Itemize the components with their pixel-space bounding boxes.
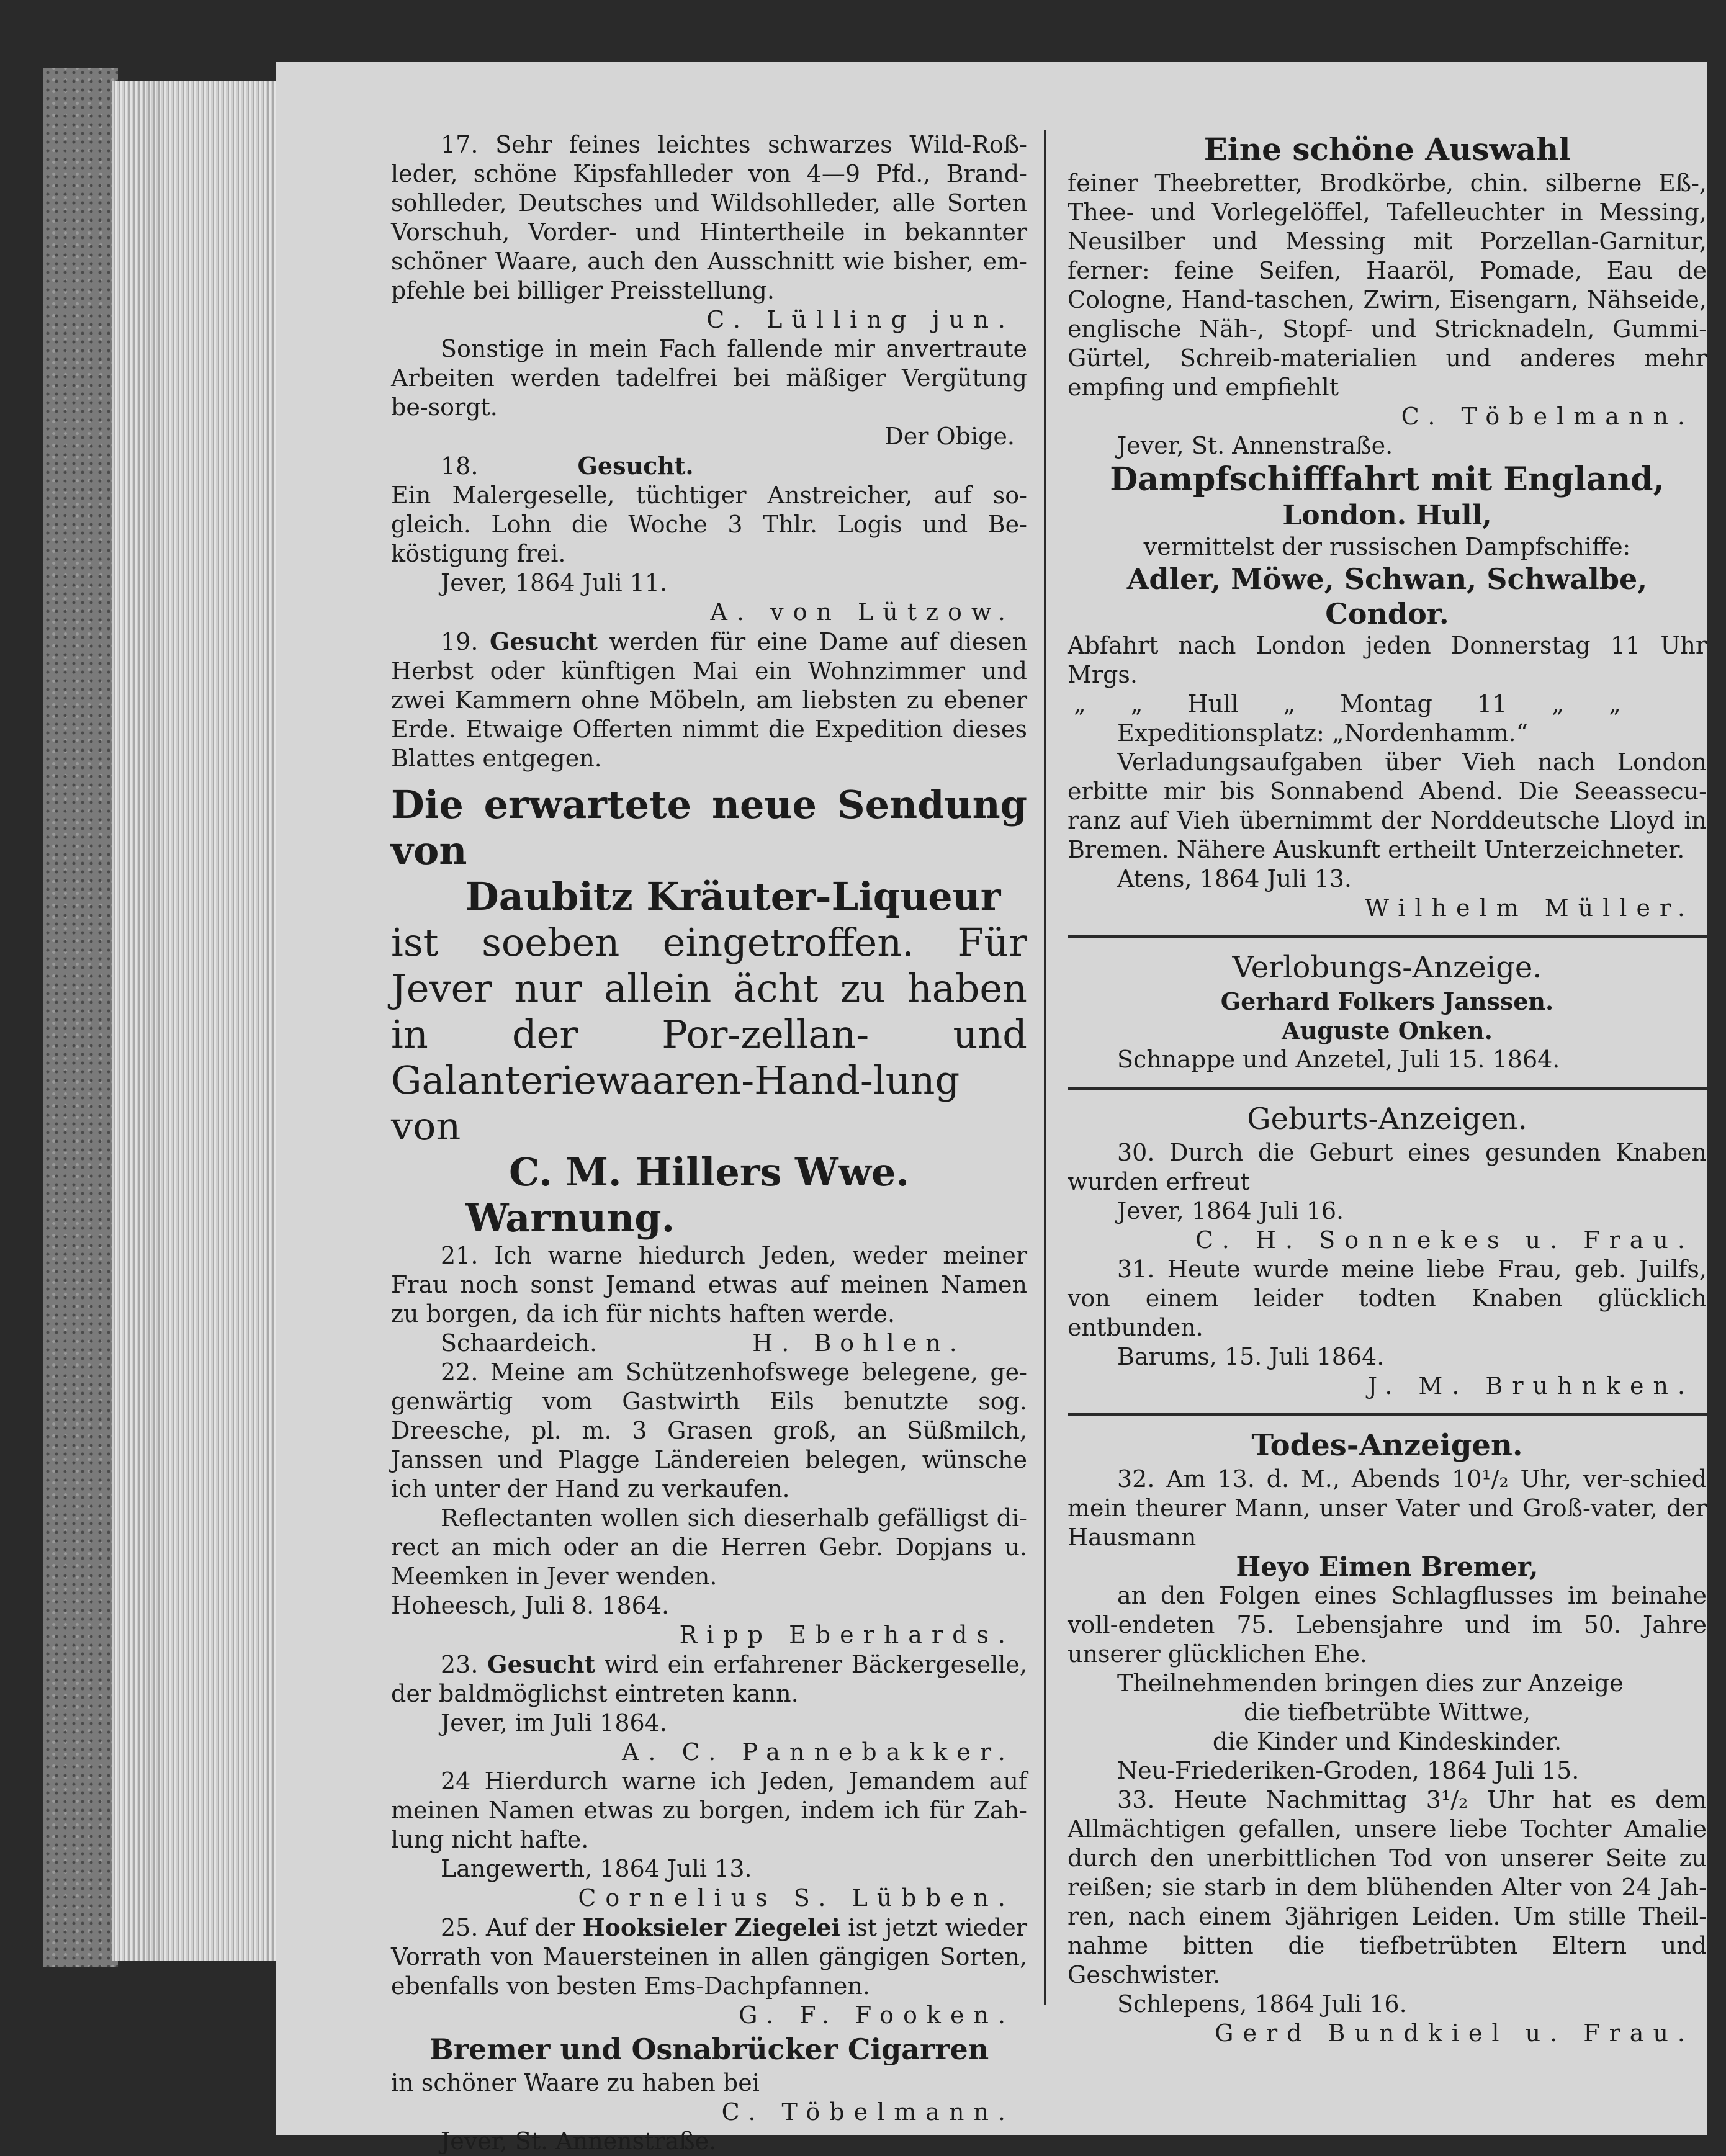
geburt-31-text: 31. Heute wurde meine liebe Frau, geb. Juilfs, von einem leider todten Knaben glücklich entbunden. — [1068, 1255, 1707, 1341]
cigarren-signature: C. Töbelmann. — [721, 2098, 1015, 2126]
dampf-ships2: Condor. — [1325, 597, 1449, 631]
ad-23-word: Gesucht — [487, 1650, 596, 1678]
dampf-place: Atens, 1864 Juli 13. — [1117, 865, 1352, 892]
dampf-subtitle: London. Hull, — [1282, 500, 1492, 531]
ad-23-body: wird ein erfahrener Bäckergeselle, der baldmöglichst eintreten kann. — [391, 1651, 1027, 1707]
todes-32-text: 32. Am 13. d. M., Abends 10¹/₂ Uhr, ver-schied mein theurer Mann, unser Vater und Groß-vater, der Hausmann — [1068, 1465, 1707, 1551]
ad-23-text — [391, 1650, 1027, 1709]
ad-23-number: 23. — [441, 1651, 479, 1678]
ad-23-place: Jever, im Juli 1864. — [441, 1709, 667, 1736]
todes-32-text-c: Theilnehmenden bringen dies zur Anzeige — [1117, 1669, 1624, 1697]
ad-19-word: Gesucht — [489, 627, 598, 655]
book-cover-edge — [43, 68, 118, 1967]
ad-25-signature: G. F. Fooken. — [739, 2001, 1015, 2029]
geburt-30-text: 30. Durch die Geburt eines gesunden Knaben wurden erfreut — [1068, 1139, 1707, 1195]
divider-rule — [1068, 935, 1707, 938]
verlobung-title: Verlobungs-Anzeige. — [1232, 950, 1542, 985]
dampf-signature: Wilhelm Müller. — [1364, 894, 1694, 922]
ad-22-signature: Ripp Eberhards. — [679, 1621, 1015, 1648]
page-stack-edge — [112, 81, 298, 1961]
ad-24-place: Langewerth, 1864 Juli 13. — [441, 1855, 752, 1882]
auswahl-text: feiner Theebretter, Brodkörbe, chin. silberne Eß-, Thee- und Vorlegelöffel, Tafelleuchter in Messing, Neusilber und Messing mit Porzellan-Garnitur, ferner: feine Seifen, Haaröl, Pomade, Eau de Cologne, Hand-taschen, Zwirn, Eisengarn, Nähseide, englische Näh-, Stopf- und Stricknadeln, Gummi-Gürtel, Schreib-materialien und anderes mehr empfing und empfiehlt — [1068, 169, 1707, 401]
hillers-line3: ist soeben eingetroffen. Für Jever nur allein ächt zu haben in der Por-zellan- und Galanteriewaaren-Hand-lung von — [391, 920, 1027, 1149]
todes-32-text-d: die tiefbetrübte Wittwe, — [1243, 1699, 1531, 1726]
todes-32-name: Heyo Eimen Bremer, — [1236, 1552, 1539, 1582]
warnung-footer — [391, 1329, 1027, 1358]
geburt-31-place: Barums, 15. Juli 1864. — [1117, 1343, 1385, 1370]
ad-25-bold: Hooksieler Ziegelei — [582, 1913, 840, 1941]
left-column — [391, 130, 1027, 2156]
right-column — [1068, 130, 1707, 2048]
auswahl-signature: C. Töbelmann. — [1401, 403, 1694, 430]
ad-22-text: 22. Meine am Schützenhofswege belegene, ge-genwärtig vom Gastwirth Eils benutzte sog. Dreesche, pl. m. 3 Grasen groß, an Süßmilch, Janssen und Plagge Ländereien belegen, wünsche ich unter der Hand zu verkaufen. — [391, 1359, 1027, 1502]
ad-24-signature: Cornelius S. Lübben. — [578, 1884, 1015, 1911]
dampf-ships: Adler, Möwe, Schwan, Schwalbe, — [1126, 562, 1648, 596]
ad-17-text: 17. Sehr feines leichtes schwarzes Wild-Roß-leder, schöne Kipsfahlleder von 4—9 Pfd., Brand-sohlleder, Deutsches und Wildsohlleder, alle Sorten Vorschuh, Vorder- und Hintertheile in bekannter schöner Waare, auch den Ausschnitt wie bisher, em-pfehle bei billiger Preisstellung. — [391, 131, 1027, 304]
warnung-text: 21. Ich warne hiedurch Jeden, weder meiner Frau noch sonst Jemand etwas auf meinen Namen zu borgen, da ich für nichts haften werde. — [391, 1242, 1027, 1327]
column-divider — [1044, 130, 1046, 2005]
auswahl-title: Eine schöne Auswahl — [1203, 131, 1571, 168]
hillers-line2: Daubitz Kräuter-Liqueur — [465, 874, 1001, 919]
ad-22-place: Hoheesch, Juli 8. 1864. — [391, 1592, 670, 1619]
todes-33-text: 33. Heute Nachmittag 3¹/₂ Uhr hat es dem Allmächtigen gefallen, unsere liebe Tochter Amalie durch den unerbittlichen Tod von unserer Seite zu reißen; sie starb in dem blühenden Alter von 24 Jah-ren, nach einem 3jährigen Leiden. Um stille Theil-nahme bitten die tiefbetrübten Eltern und Geschwister. — [1068, 1786, 1707, 1988]
dampf-text: Verladungsaufgaben über Vieh nach London erbitte mir bis Sonnabend Abend. Die Seeassecu-ranz auf Vieh übernimmt der Norddeutsche Lloyd in Bremen. Nähere Auskunft ertheilt Unterzeichneter. — [1068, 748, 1707, 863]
verlobung-name1: Gerhard Folkers Janssen. — [1220, 987, 1554, 1015]
geburt-title: Geburts-Anzeigen. — [1247, 1102, 1527, 1136]
ad-17-signature2: Der Obige. — [884, 423, 1015, 450]
geburt-31-signature: J. M. Bruhnken. — [1367, 1372, 1694, 1399]
todes-33-signature: Gerd Bundkiel u. Frau. — [1215, 2019, 1694, 2047]
dampf-line3: Expeditionsplatz: „Nordenhamm.“ — [1117, 719, 1529, 747]
ad-24-text: 24 Hierdurch warne ich Jeden, Jemandem auf meinen Namen etwas zu borgen, indem ich für Zah-lung nicht hafte. — [391, 1767, 1027, 1853]
ad-18-heading-word: Gesucht. — [577, 452, 694, 480]
ad-22-text2: Reflectanten wollen sich dieserhalb gefälligst di-rect an mich oder an die Herren Gebr. Dopjans u. Meemken in Jever wenden. — [391, 1504, 1027, 1590]
ad-23-signature: A. C. Pannebakker. — [621, 1738, 1015, 1766]
ad-17-text2: Sonstige in mein Fach fallende mir anvertraute Arbeiten werden tadelfrei bei mäßiger Vergütung be-sorgt. — [391, 335, 1027, 421]
hillers-line1: Die erwartete neue Sendung von — [391, 782, 1027, 873]
ad-18-place: Jever, 1864 Juli 11. — [441, 569, 668, 596]
auswahl-place: Jever, St. Annenstraße. — [1117, 432, 1393, 459]
geburt-30-signature: C. H. Sonnekes u. Frau. — [1195, 1226, 1694, 1254]
cigarren-place: Jever, St. Annenstraße. — [441, 2127, 717, 2155]
ad-18-heading — [391, 451, 1027, 481]
ad-25-text — [391, 1913, 1027, 2001]
warnung-signature: H. Bohlen. — [752, 1329, 966, 1357]
divider-rule — [1068, 1087, 1707, 1090]
ad-25-pre: 25. Auf der — [441, 1914, 575, 1941]
todes-title: Todes-Anzeigen. — [1251, 1428, 1523, 1463]
ad-19-number: 19. — [441, 628, 479, 655]
dampf-title: Dampfschifffahrt mit England, — [1110, 460, 1665, 498]
ad-18-signature: A. von Lützow. — [710, 598, 1015, 626]
todes-32-text-e: die Kinder und Kindeskinder. — [1212, 1728, 1562, 1755]
todes-32-place: Neu-Friederiken-Groden, 1864 Juli 15. — [1117, 1757, 1580, 1784]
verlobung-place: Schnappe und Anzetel, Juli 15. 1864. — [1117, 1046, 1560, 1073]
todes-33-place: Schlepens, 1864 Juli 16. — [1117, 1990, 1407, 2018]
todes-32-text-b: an den Folgen eines Schlagflusses im beinahe voll-endeten 75. Lebensjahre und im 50. Jahre unserer glücklichen Ehe. — [1068, 1582, 1707, 1668]
verlobung-name2: Auguste Onken. — [1282, 1017, 1493, 1044]
ad-25-body: ist jetzt wieder Vorrath von Mauersteinen in allen gängigen Sorten, ebenfalls von besten Ems-Dachpfannen. — [391, 1914, 1027, 2000]
ad-17-signature: C. Lülling jun. — [706, 306, 1015, 333]
newspaper-page — [276, 62, 1707, 2155]
hillers-name: C. M. Hillers Wwe. — [508, 1149, 910, 1195]
ad-19-body: werden für eine Dame auf diesen Herbst oder künftigen Mai ein Wohnzimmer und zwei Kammern ohne Möbeln, am liebsten zu ebener Erde. Etwaige Offerten nimmt die Expedition dieses Blattes entgegen. — [391, 628, 1027, 772]
ad-19-text — [391, 627, 1027, 773]
dampf-line2: „ „ Hull „ Montag 11 „ „ — [1074, 690, 1621, 717]
ad-18-number: 18. — [441, 452, 479, 480]
warnung-place: Schaardeich. — [441, 1329, 598, 1357]
dampf-line1: Abfahrt nach London jeden Donnerstag 11 Uhr Mrgs. — [1068, 632, 1707, 688]
cigarren-text: in schöner Waare zu haben bei — [391, 2069, 760, 2096]
divider-rule — [1068, 1413, 1707, 1416]
geburt-30-place: Jever, 1864 Juli 16. — [1117, 1197, 1344, 1224]
cigarren-title: Bremer und Osnabrücker Cigarren — [429, 2032, 989, 2066]
warnung-title: Warnung. — [465, 1195, 675, 1241]
dampf-via: vermittelst der russischen Dampfschiffe: — [1143, 533, 1631, 560]
ad-18-text: Ein Malergeselle, tüchtiger Anstreicher, auf so-gleich. Lohn die Woche 3 Thlr. Logis und Be-köstigung frei. — [391, 482, 1027, 567]
